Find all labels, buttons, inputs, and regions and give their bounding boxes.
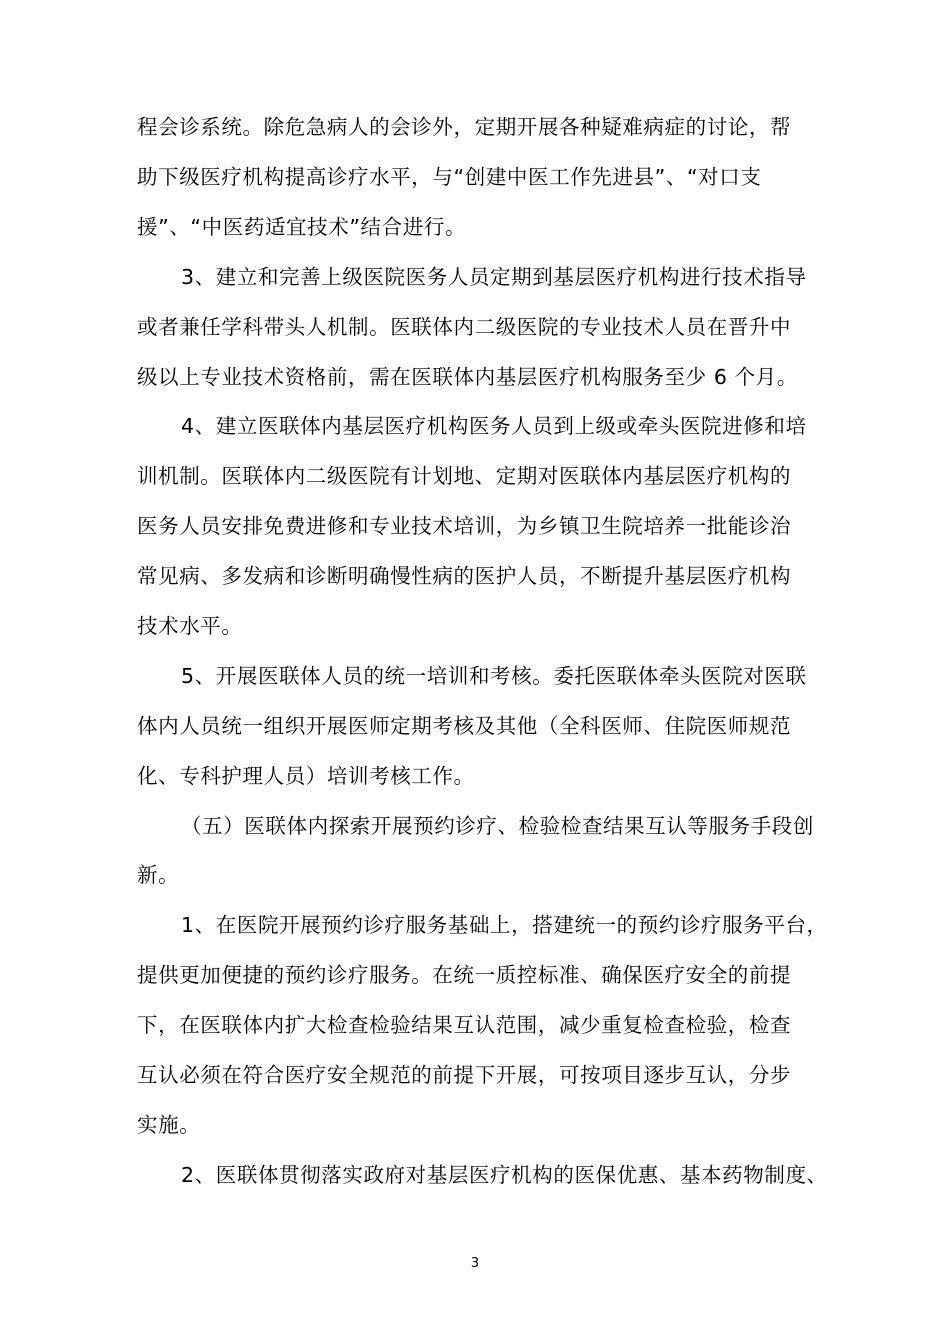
text-line: 下，在医联体内扩大检查检验结果互认范围，减少重复检查检验，检查 <box>137 1013 792 1037</box>
text-line: 提供更加便捷的预约诊疗服务。在统一质控标准、确保医疗安全的前提 <box>137 963 792 987</box>
text-line: 级以上专业技术资格前，需在医联体内基层医疗机构服务至少 6 个月。 <box>137 365 798 389</box>
section-five-heading: （五）医联体内探索开展预约诊疗、检验检查结果互认等服务手段创 <box>181 814 814 838</box>
paragraph-2-start: 2、医联体贯彻落实政府对基层医疗机构的医保优惠、基本药物制度、 <box>181 1163 828 1187</box>
text-line: 实施。 <box>137 1113 201 1137</box>
text-line: 化、专科护理人员）培训考核工作。 <box>137 764 475 788</box>
paragraph-4-start: 4、建立医联体内基层医疗机构医务人员到上级或牵头医院进修和培 <box>181 414 807 438</box>
text-line: 或者兼任学科带头人机制。医联体内二级医院的专业技术人员在晋升中 <box>137 315 792 339</box>
text-line: 新。 <box>137 863 180 887</box>
text-line: 互认必须在符合医疗安全规范的前提下开展，可按项目逐步互认，分步 <box>137 1063 792 1087</box>
text-line: 体内人员统一组织开展医师定期考核及其他（全科医师、住院医师规范 <box>137 714 792 738</box>
text-line: 助下级医疗机构提高诊疗水平，与“创建中医工作先进县”、“对口支 <box>137 165 762 189</box>
text-line: 技术水平。 <box>137 614 243 638</box>
text-line: 程会诊系统。除危急病人的会诊外，定期开展各种疑难病症的讨论，帮 <box>137 115 792 139</box>
text-line: 医务人员安排免费进修和专业技术培训，为乡镇卫生院培养一批能诊治 <box>137 514 792 538</box>
text-line: 训机制。医联体内二级医院有计划地、定期对医联体内基层医疗机构的 <box>137 464 792 488</box>
text-line: 常见病、多发病和诊断明确慢性病的医护人员，不断提升基层医疗机构 <box>137 564 792 588</box>
paragraph-3-start: 3、建立和完善上级医院医务人员定期到基层医疗机构进行技术指导 <box>181 265 807 289</box>
paragraph-5-start: 5、开展医联体人员的统一培训和考核。委托医联体牵头医院对医联 <box>181 664 807 688</box>
paragraph-1-start: 1、在医院开展预约诊疗服务基础上，搭建统一的预约诊疗服务平台， <box>181 913 828 937</box>
text-line: 援”、“中医药适宜技术”结合进行。 <box>137 215 467 239</box>
page-number: 3 <box>470 1256 480 1271</box>
